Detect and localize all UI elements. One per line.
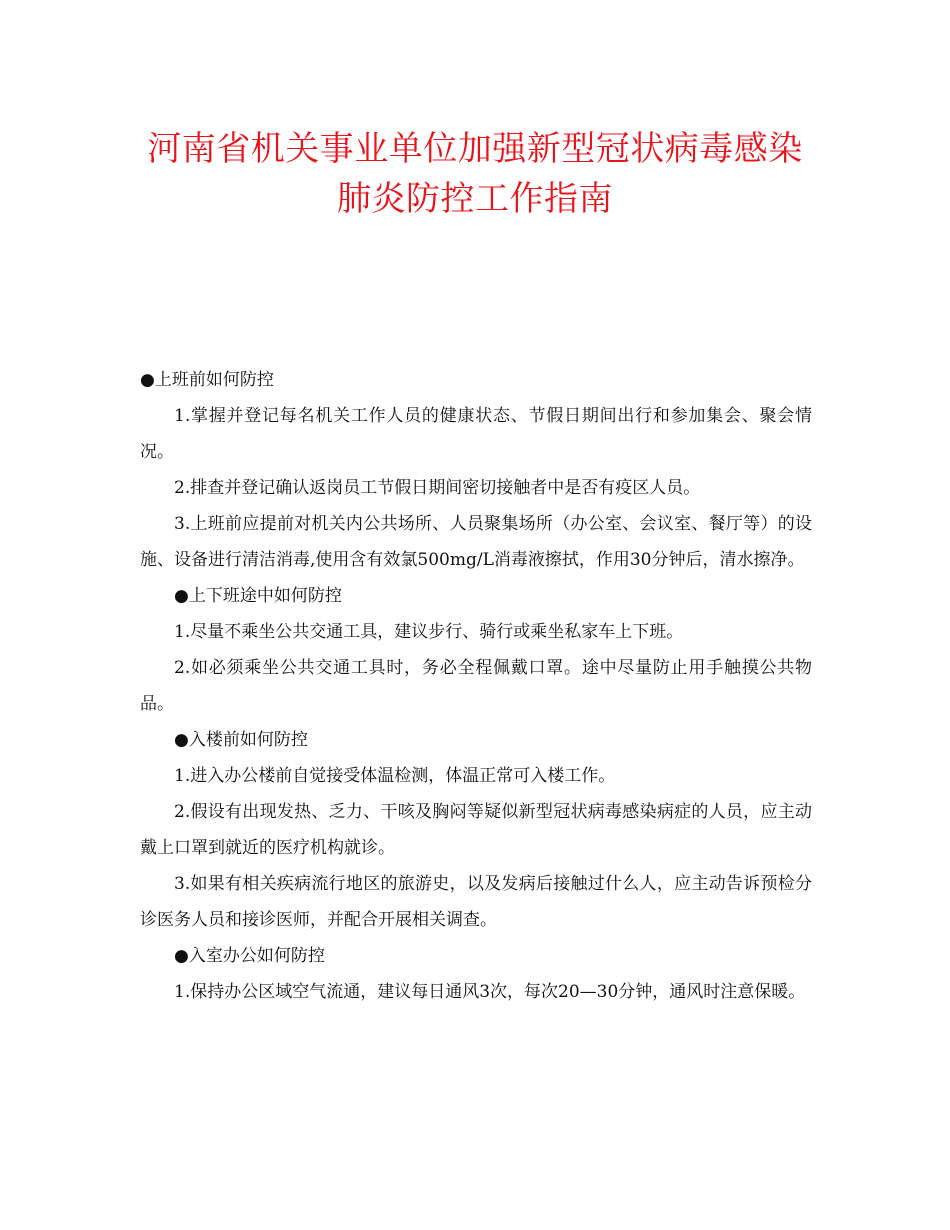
title-line-1: 河南省机关事业单位加强新型冠状病毒感染 [147,129,803,169]
list-item: 3.上班前应提前对机关内公共场所、人员聚集场所（办公室、会议室、餐厅等）的设施、设备进行清洁消毒,使用含有效氯500mg/L消毒液擦拭，作用30分钟后，清水擦净。 [140,514,812,570]
list-item: 2.如必须乘坐公共交通工具时，务必全程佩戴口罩。途中尽量防止用手触摸公共物品。 [140,658,812,714]
list-item: 1.掌握并登记每名机关工作人员的健康状态、节假日期间出行和参加集会、聚会情况。 [140,406,812,462]
list-item: 1.进入办公楼前自觉接受体温检测，体温正常可入楼工作。 [174,766,616,786]
section-heading: ●上下班途中如何防控 [174,586,342,606]
section-heading: ●上班前如何防控 [140,370,274,390]
list-item: 1.保持办公区域空气流通，建议每日通风3次，每次20—30分钟，通风时注意保暖。 [174,982,806,1002]
title-line-2: 肺炎防控工作指南 [337,179,613,219]
list-item: 2.排查并登记确认返岗员工节假日期间密切接触者中是否有疫区人员。 [174,478,701,498]
document-body [140,362,812,1010]
section-heading: ●入室办公如何防控 [174,946,325,966]
list-item: 2.假设有出现发热、乏力、干咳及胸闷等疑似新型冠状病毒感染病症的人员，应主动戴上口罩到就近的医疗机构就诊。 [140,802,812,858]
document-title [100,124,850,224]
list-item: 3.如果有相关疾病流行地区的旅游史，以及发病后接触过什么人，应主动告诉预检分诊医务人员和接诊医师，并配合开展相关调查。 [140,874,812,930]
section-heading: ●入楼前如何防控 [174,730,308,750]
list-item: 1.尽量不乘坐公共交通工具，建议步行、骑行或乘坐私家车上下班。 [174,622,684,642]
